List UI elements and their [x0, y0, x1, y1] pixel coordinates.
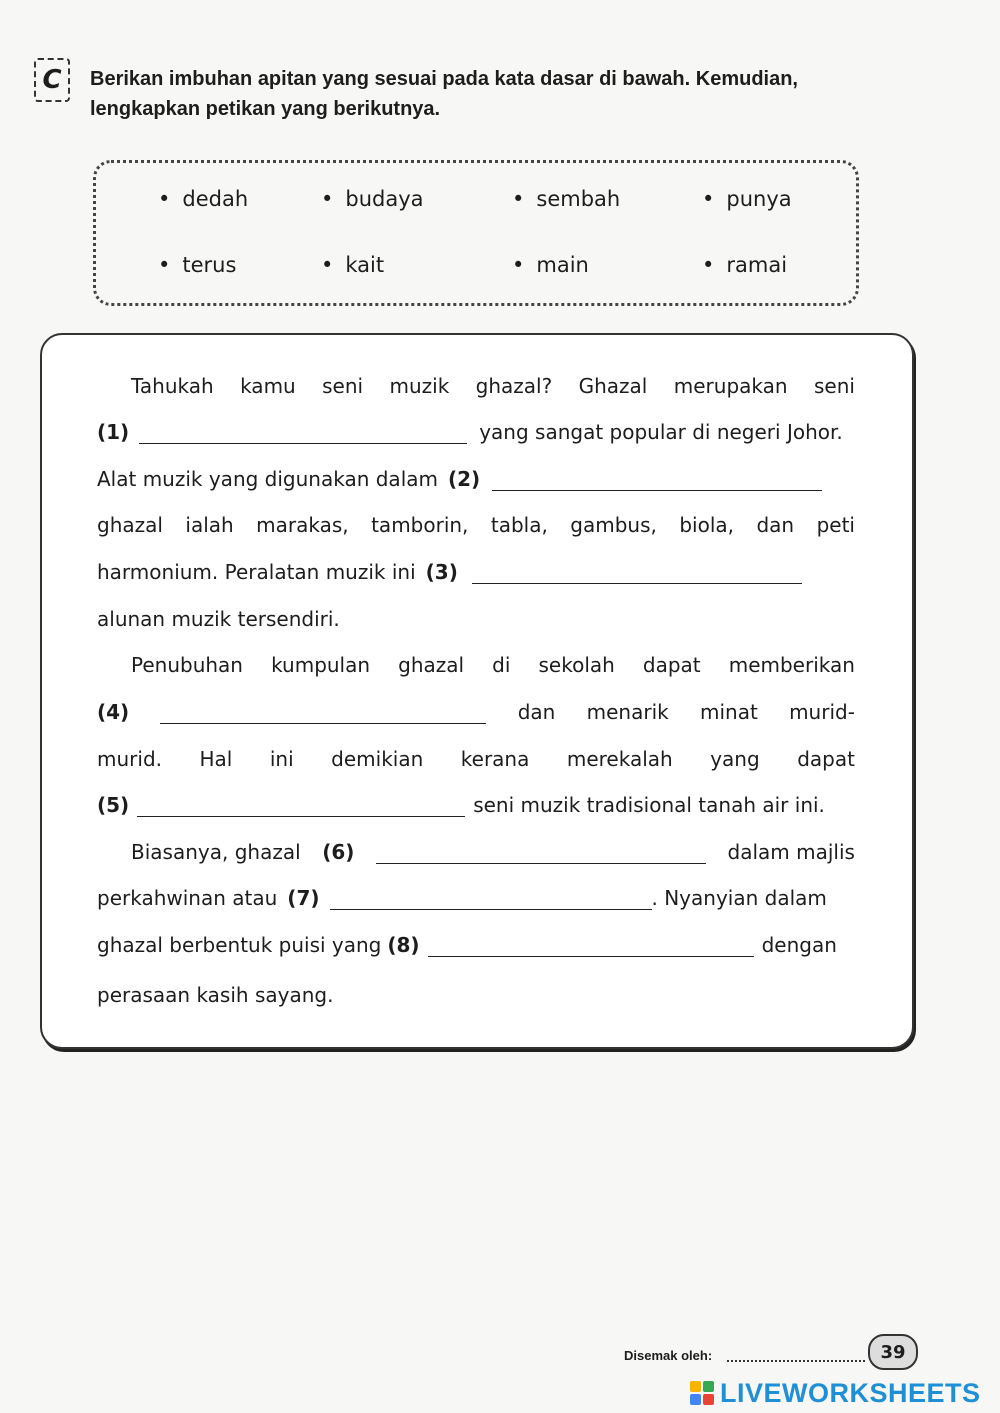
word: Hal	[199, 747, 233, 771]
passage-text: perkahwinan atau	[97, 886, 278, 910]
section-letter-badge: C	[34, 58, 70, 102]
word: tamborin,	[371, 513, 469, 537]
passage-text: dengan	[761, 933, 837, 957]
word: dapat	[642, 653, 701, 677]
word-bank-item: • terus	[158, 253, 236, 277]
word: dapat	[797, 747, 855, 771]
checked-by-label: Disemak oleh:	[624, 1348, 713, 1363]
word: murid-	[789, 700, 855, 724]
word: di	[492, 653, 511, 677]
word-bank	[93, 160, 859, 306]
answer-blank-8[interactable]	[428, 934, 754, 957]
word: sekolah	[538, 653, 615, 677]
word-bank-item: • punya	[702, 187, 792, 211]
word: tabla,	[490, 513, 548, 537]
word: seni	[322, 374, 364, 398]
word-bank-item: • kait	[321, 253, 384, 277]
passage-line	[131, 643, 855, 677]
word-bank-item: • dedah	[158, 187, 248, 211]
passage-line	[97, 550, 855, 584]
passage-line	[131, 364, 855, 398]
answer-blank-2[interactable]	[492, 468, 822, 491]
word: Ghazal	[578, 374, 648, 398]
word: kerana	[460, 747, 530, 771]
passage-text: Alat muzik yang digunakan dalam	[97, 467, 438, 491]
brand-name: LIVEWORKSHEETS	[720, 1377, 981, 1408]
answer-blank-5[interactable]	[137, 794, 465, 817]
passage-text: yang sangat popular di negeri Johor.	[479, 420, 843, 444]
passage-text: perasaan kasih sayang.	[97, 983, 334, 1007]
liveworksheets-logo-icon	[690, 1381, 714, 1405]
word-bank-item: • main	[512, 253, 589, 277]
word: Tahukah	[131, 374, 214, 398]
word: biola,	[679, 513, 735, 537]
answer-blank-3[interactable]	[472, 561, 802, 584]
word: Penubuhan	[131, 653, 243, 677]
word: yang	[710, 747, 760, 771]
blank-number-5: (5)	[97, 793, 130, 817]
passage-text: seni muzik tradisional tanah air ini.	[473, 793, 825, 817]
instruction-line-2: lengkapkan petikan yang berikutnya.	[90, 98, 441, 120]
passage-line	[97, 923, 855, 957]
passage-text: . Nyanyian dalam	[651, 886, 827, 910]
answer-blank-4[interactable]	[160, 701, 486, 724]
blank-number-4: (4)	[97, 700, 130, 724]
passage-line	[97, 410, 855, 444]
word-bank-item: • budaya	[321, 187, 424, 211]
passage-line	[97, 783, 855, 817]
passage-text: dalam majlis	[727, 840, 855, 864]
word: gambus,	[570, 513, 657, 537]
passage-text: ghazal berbentuk puisi yang	[97, 933, 382, 957]
brand-watermark	[690, 1376, 981, 1410]
word: menarik	[586, 700, 669, 724]
word: marakas,	[256, 513, 349, 537]
answer-blank-1[interactable]	[139, 421, 467, 444]
word: dan	[517, 700, 556, 724]
word: memberikan	[728, 653, 855, 677]
passage-line	[97, 690, 855, 724]
passage-line	[97, 973, 855, 1007]
passage-line	[131, 830, 855, 864]
word: ghazal?	[475, 374, 553, 398]
passage-text: harmonium. Peralatan muzik ini	[97, 560, 416, 584]
blank-number-1: (1)	[97, 420, 130, 444]
word: ghazal	[398, 653, 465, 677]
word: seni	[813, 374, 855, 398]
word: dan	[756, 513, 795, 537]
word: muzik	[389, 374, 450, 398]
word: merekalah	[566, 747, 673, 771]
passage-line	[97, 457, 855, 491]
word-bank-item: • ramai	[702, 253, 787, 277]
answer-blank-7[interactable]	[330, 887, 652, 910]
passage-line	[97, 503, 855, 537]
page-number: 39	[868, 1334, 918, 1370]
word: ialah	[185, 513, 234, 537]
word: minat	[700, 700, 758, 724]
word: peti	[816, 513, 855, 537]
passage-text: alunan muzik tersendiri.	[97, 607, 340, 631]
instruction-text	[90, 64, 950, 124]
answer-blank-6[interactable]	[376, 841, 706, 864]
word: demikian	[331, 747, 424, 771]
word: ini	[269, 747, 294, 771]
word: kumpulan	[271, 653, 371, 677]
blank-number-6: (6)	[322, 840, 355, 864]
blank-number-7: (7)	[287, 886, 320, 910]
word: ghazal	[97, 513, 163, 537]
word: merupakan	[673, 374, 788, 398]
passage-line	[97, 737, 855, 771]
instruction-line-1: Berikan imbuhan apitan yang sesuai pada kata dasar di bawah. Kemudian,	[90, 68, 798, 90]
word-bank-item: • sembah	[512, 187, 620, 211]
word: murid.	[97, 747, 162, 771]
blank-number-3: (3)	[425, 560, 458, 584]
signature-line	[727, 1360, 865, 1362]
passage-text: Biasanya, ghazal	[131, 840, 301, 864]
word: kamu	[240, 374, 296, 398]
blank-number-2: (2)	[448, 467, 481, 491]
blank-number-8: (8)	[387, 933, 420, 957]
passage-line	[97, 597, 855, 631]
passage-line	[97, 876, 855, 910]
